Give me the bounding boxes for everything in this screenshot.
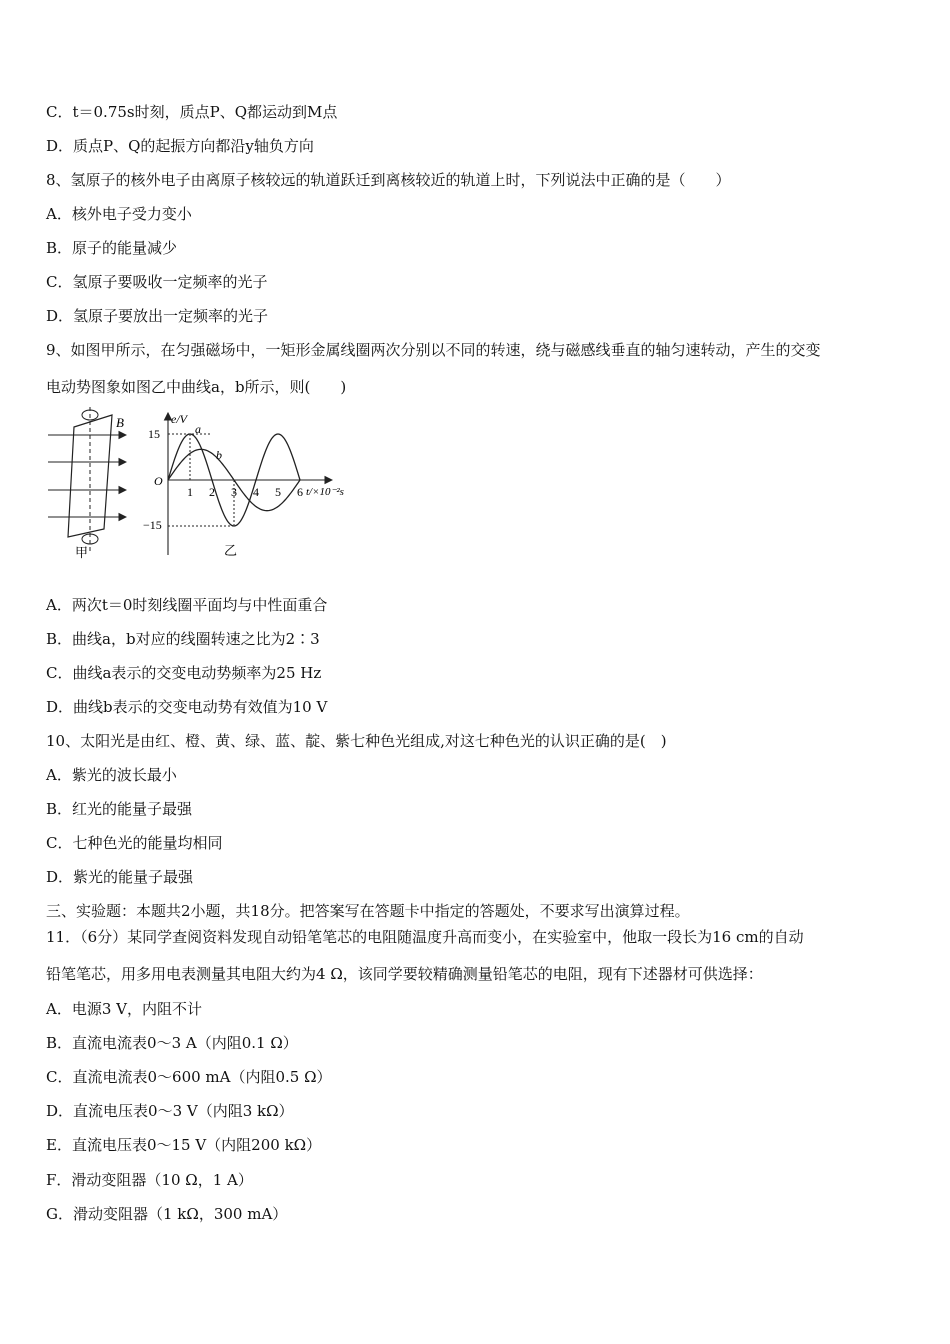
- label-yi: 乙: [224, 543, 238, 558]
- x-tick-label: 6: [297, 485, 303, 499]
- q11-option-g: G．滑动变阻器（1 kΩ，300 mA）: [46, 1205, 288, 1223]
- q8-option-c: C．氢原子要吸收一定频率的光子: [46, 273, 268, 291]
- q8-option-d: D．氢原子要放出一定频率的光子: [46, 307, 269, 325]
- x-tick-label: 1: [187, 485, 193, 499]
- curve-b-label: b: [216, 448, 222, 462]
- y-tick-neg: −15: [143, 518, 162, 532]
- q11-option-a: A．电源3 V，内阻不计: [46, 1000, 202, 1018]
- x-tick-label: 5: [275, 485, 281, 499]
- q11-option-c: C．直流电流表0～600 mA（内阻0.5 Ω）: [46, 1068, 332, 1086]
- graph: [143, 412, 344, 558]
- origin-label: O: [154, 474, 163, 488]
- q9-stem-line1: 9、如图甲所示，在匀强磁场中，一矩形金属线圈两次分别以不同的转速，绕与磁感线垂直的轴匀速转动，产生的交变: [46, 341, 821, 359]
- q9-option-b: B．曲线a，b对应的线圈转速之比为2∶3: [46, 630, 320, 648]
- q11-option-b: B．直流电流表0～3 A（内阻0.1 Ω）: [46, 1034, 298, 1052]
- x-tick-label: 2: [209, 485, 215, 499]
- q11-option-e: E．直流电压表0～15 V（内阻200 kΩ）: [46, 1136, 322, 1154]
- y-axis-label: e/V: [171, 412, 187, 426]
- q7-option-d: D．质点P、Q的起振方向都沿y轴负方向: [46, 137, 314, 155]
- section-3-heading: 三、实验题：本题共2小题，共18分。把答案写在答题卡中指定的答题处，不要求写出演算过程。: [46, 902, 690, 920]
- q8-option-a: A．核外电子受力变小: [46, 205, 192, 223]
- coil: [68, 415, 112, 537]
- q9-option-c: C．曲线a表示的交变电动势频率为25 Hz: [46, 664, 322, 682]
- q7-option-c: C．t＝0.75s时刻，质点P、Q都运动到M点: [46, 103, 338, 121]
- curve-a-label: a: [195, 422, 201, 436]
- magnetic-field-lines: [48, 435, 126, 517]
- q9-option-d: D．曲线b表示的交变电动势有效值为10 V: [46, 698, 328, 716]
- q9-stem-line2: 电动势图象如图乙中曲线a，b所示，则( ): [46, 378, 347, 396]
- q10-stem: 10、太阳光是由红、橙、黄、绿、蓝、靛、紫七种色光组成,对这七种色光的认识正确的是( ): [46, 732, 667, 750]
- x-tick-label: 4: [253, 485, 259, 499]
- q10-option-d: D．紫光的能量子最强: [46, 868, 194, 886]
- q9-figure: [40, 405, 370, 565]
- q11-option-f: F．滑动变阻器（10 Ω，1 A）: [46, 1171, 253, 1189]
- q11-stem-line1: 11．（6分）某同学查阅资料发现自动铅笔笔芯的电阻随温度升高而变小，在实验室中，他取一段长为16 cm的自动: [46, 928, 804, 946]
- x-axis-label: t/×10⁻²s: [306, 486, 344, 498]
- q8-stem: 8、氢原子的核外电子由离原子核较远的轨道跃迁到离核较近的轨道上时，下列说法中正确的是（ ）: [46, 171, 731, 189]
- label-jia: 甲: [75, 545, 89, 560]
- x-tick-label: 3: [231, 485, 237, 499]
- q11-stem-line2: 铅笔笔芯，用多用电表测量其电阻大约为4 Ω，该同学要较精确测量铅笔芯的电阻，现有下述器材可供选择：: [46, 965, 763, 983]
- q8-option-b: B．原子的能量减少: [46, 239, 178, 257]
- q10-option-b: B．红光的能量子最强: [46, 800, 193, 818]
- q10-option-a: A．紫光的波长最小: [46, 766, 177, 784]
- q9-option-a: A．两次t＝0时刻线圈平面均与中性面重合: [46, 596, 328, 614]
- q10-option-c: C．七种色光的能量均相同: [46, 834, 223, 852]
- label-B: B: [116, 415, 124, 430]
- q11-option-d: D．直流电压表0～3 V（内阻3 kΩ）: [46, 1102, 294, 1120]
- y-tick-pos: 15: [148, 427, 160, 441]
